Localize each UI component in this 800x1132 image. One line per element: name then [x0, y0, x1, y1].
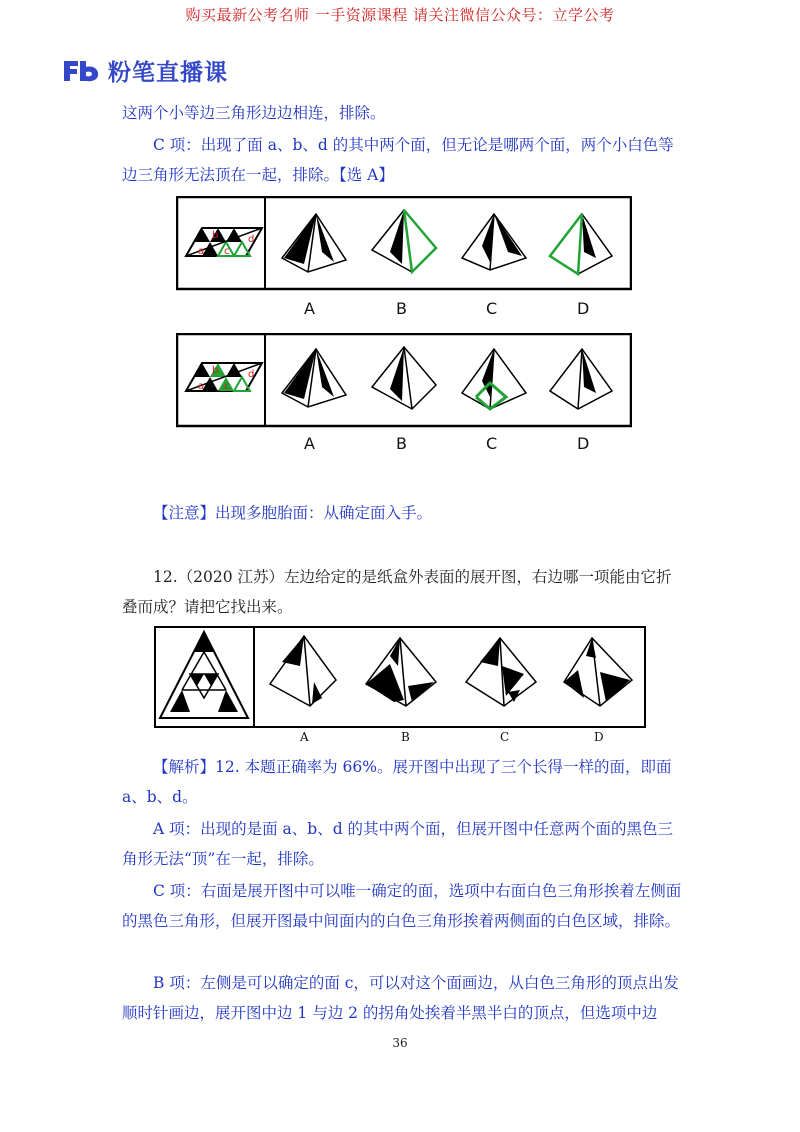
figure-3-label-b: B: [401, 730, 410, 744]
logo-text: 粉笔直播课: [108, 60, 228, 86]
figure-2-label-d: D: [577, 434, 590, 453]
svg-text:c: c: [224, 381, 230, 392]
watermark-banner: 购买最新公考名师 一手资源课程 请关注微信公众号：立学公考: [185, 6, 615, 24]
svg-text:d: d: [248, 369, 255, 380]
question-12-text: 12.（2020 江苏）左边给定的是纸盒外表面的展开图，右边哪一项能由它折叠而成？请把它找出来。: [122, 568, 672, 616]
analysis-option-b: B 项：左侧是可以确定的面 c，可以对这个面画边，从白色三角形的顶点出发顺时针画边，展开图中边 1 与边 2 的拐角处挨着半黑半白的顶点，但选项中边: [122, 974, 679, 1022]
analysis-option-a: A 项：出现的是面 a、b、d 的其中两个面，但展开图中任意两个面的黑色三角形无法“顶”在一起，排除。: [122, 820, 674, 868]
paragraph-intro: 这两个小等边三角形边边相连，排除。: [122, 104, 386, 122]
brand-logo: [62, 54, 228, 87]
figure-1-label-b: B: [396, 299, 407, 318]
figure-2-label-b: B: [396, 434, 407, 453]
figure-1-label-c: C: [486, 299, 498, 318]
figure-3-label-d: D: [594, 730, 604, 744]
svg-text:b: b: [212, 230, 219, 241]
figure-1-label-a: A: [304, 299, 315, 318]
svg-text:a: a: [198, 381, 205, 392]
figure-2-label-c: C: [486, 434, 498, 453]
note-text: 【注意】出现多胞胎面：从确定面入手。: [153, 504, 433, 522]
analysis-option-c: C 项：右面是展开图中可以唯一确定的面，选项中右面白色三角形挨着左侧面的黑色三角形，但展开图最中间面内的白色三角形挨着两侧面的白色区域，排除。: [122, 882, 682, 930]
svg-text:b: b: [212, 365, 219, 376]
page-number: 36: [392, 1036, 408, 1050]
figure-3-label-a: A: [300, 730, 309, 744]
figure-3: [154, 626, 646, 728]
figure-1-label-d: D: [577, 299, 590, 318]
fb-logo-icon: [62, 59, 102, 83]
svg-text:d: d: [248, 234, 255, 245]
paragraph-option-c: C 项：出现了面 a、b、d 的其中两个面，但无论是哪两个面，两个小白色等边三角形无法顶在一起，排除。【选 A】: [122, 136, 674, 184]
figure-3-label-c: C: [500, 730, 510, 744]
analysis-text: 【解析】12. 本题正确率为 66%。展开图中出现了三个长得一样的面，即面 a、b、d。: [122, 758, 672, 806]
svg-text:a: a: [198, 246, 205, 257]
figure-2-label-a: A: [304, 434, 315, 453]
svg-text:c: c: [224, 246, 230, 257]
